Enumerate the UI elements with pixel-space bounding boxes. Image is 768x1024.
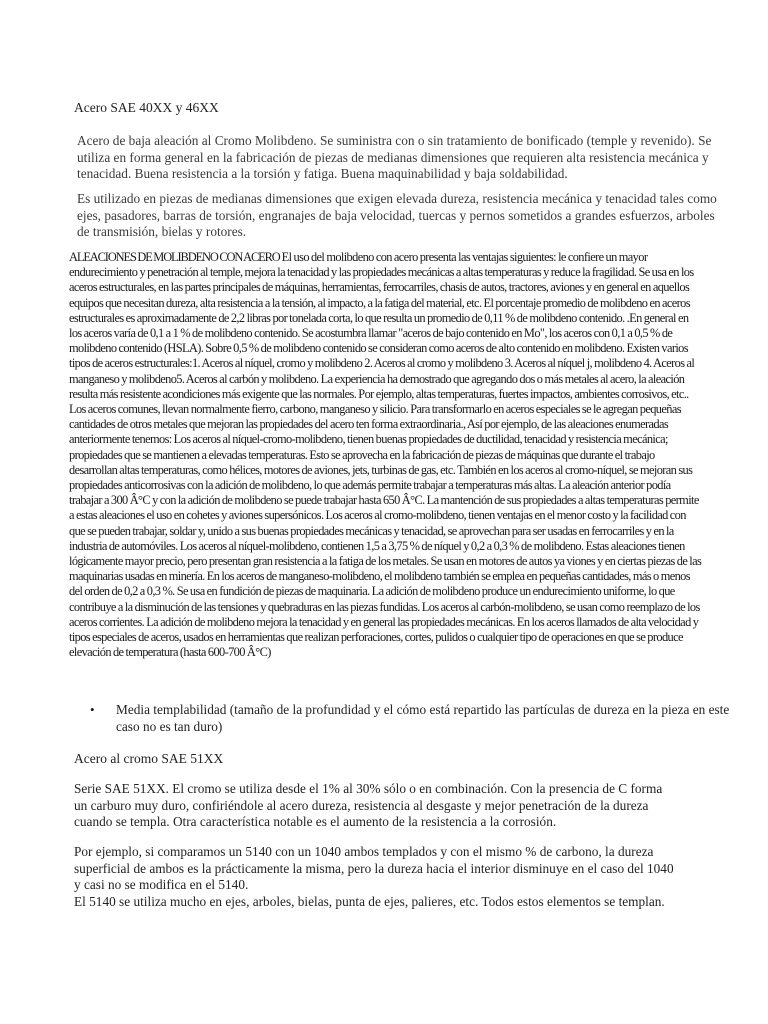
section-title-40xx-46xx: Acero SAE 40XX y 46XX	[74, 100, 219, 115]
molybdenum-alloys-heading: ALEACIONES DE MOLIBDENO CON ACERO	[69, 250, 280, 264]
intro-paragraph-1: Acero de baja aleación al Cromo Molibdeno. Se suministra con o sin tratamiento de bonificado (temple y revenido). Se utiliza en forma general en la fabricación de piezas de medianas dimensiones que requieren alta resistencia mecánica y tenacidad. Buena resistencia a la torsión y fatiga. Buena maquinabilidad y baja soldabilidad.	[77, 133, 712, 181]
paragraph-51xx-2: Por ejemplo, si comparamos un 5140 con un 1040 ambos templados y con el mismo % de carbono, la dureza superficial de ambos es la prácticamente la misma, pero la dureza hacia el interior disminuye en el caso del 1040 y casi no se modifica en el 5140.	[74, 844, 674, 892]
molybdenum-alloys-body: El uso del molibdeno con acero presenta las ventajas siguientes: le confiere un mayor endurecimiento y penetración al temple, mejora la tenacidad y las propiedades mecánicas a altas temperaturas y reduce la fragilidad. Se usa en los aceros estructurales, en las partes principales de máquinas, herramientas, ferrocarriles, chasis de autos, tractores, aviones y en general en aquellos equipos que necesitan dureza, alta resistencia a la tensión, al impacto, a la fatiga del material, etc. El porcentaje promedio de molibdeno en aceros estructurales es aproximadamente de 2,2 libras por tonelada corta, lo que resulta un promedio de 0,11 % de molibdeno contenido. .En general en los aceros varía de 0,1 a 1 % de molibdeno contenido. Se acostumbra llamar "aceros de bajo contenido en Mo", los aceros con 0,1 a 0,5 % de molibdeno contenido (HSLA). Sobre 0,5 % de molibdeno contenido se consideran como aceros de alto contenido en molibdeno. Existen varios tipos de aceros estructurales:1. Aceros al níquel, cromo y molibdeno 2. Aceros al cromo y molibdeno 3. Aceros al níquel j, molibdeno 4. Aceros al manganeso y molibdeno5. Aceros al carbón y molibdeno. La experiencia ha demostrado que agregando dos o más metales al acero, la aleación resulta más resistente acondiciones más exigente que las normales. Por ejemplo, altas temperaturas, fuertes impactos, ambientes corrosivos, etc.. Los aceros comunes, llevan normalmente fierro, carbono, manganeso y silicio. Para transformarlo en aceros especiales se le agregan pequeñas cantidades de otros metales que mejoran las propiedades del acero ten forma extraordinaria., Así por ejemplo, de las aleaciones enumeradas anteriormente tenemos: Los aceros al níquel-cromo-molibdeno, tienen buenas propiedades de ductilidad, tenacidad y resistencia mecánica; propiedades que se mantienen a elevadas temperaturas. Esto se aprovecha en la fabricación de piezas de máquinas que durante el trabajo desarrollan altas temperaturas, como hélices, motores de aviones, jets, turbinas de gas, etc. También en los aceros al cromo-níquel, se mejoran sus propiedades anticorrosivas con la adición de molibdeno, lo que además permite trabajar a temperaturas más altas. La aleación anterior podía trabajar a 300 Â°C y con la adición de molibdeno se puede trabajar hasta 650 Â°C. La mantención de sus propiedades a altas temperaturas permite a estas aleaciones el uso en cohetes y aviones supersónicos. Los aceros al cromo-molibdeno, tienen ventajas en el menor costo y la facilidad con que se pueden trabajar, soldar y, unido a sus buenas propiedades mecánicas y tenacidad, se aprovechan para ser usadas en ferrocarriles y en la industria de automóviles. Los aceros al níquel-molibdeno, contienen 1,5 a 3,75 % de níquel y 0,2 a 0,3 % de molibdeno. Estas aleaciones tienen lógicamente mayor precio, pero presentan gran resistencia a la fatiga de los metales. Se usan en motores de autos ya viones y en ciertas piezas de las maquinarias usadas en minería. En los aceros de manganeso-molibdeno, el molibdeno también se emplea en pequeñas cantidades, más o menos del orden de 0,2 a 0,3 %. Se usa en fundición de piezas de maquinaria. La adición de molibdeno produce un endurecimiento uniforme, lo que contribuye a la disminución de las tensiones y quebraduras en las piezas fundidas. Los aceros al carbón-molibdeno, se usan como reemplazo de los aceros corrientes. La adición de molibdeno mejora la tenacidad y en general las propiedades mecánicas. En los aceros llamados de alta velocidad y tipos especiales de aceros, usados en herramientas que realizan perforaciones, cortes, pulidos o cualquier tipo de operaciones en que se produce elevación de temperatura (hasta 600-700 Â°C)	[69, 250, 702, 660]
intro-paragraph-2: Es utilizado en piezas de medianas dimensiones que exigen elevada dureza, resistencia mecánica y tenacidad tales como ejes, pasadores, barras de torsión, engranajes de baja velocidad, tuercas y pernos sometidos a grandes esfuerzos, arboles de transmisión, bielas y rotores.	[77, 191, 717, 239]
bullet-list-item	[90, 702, 730, 735]
bullet-text: Media templabilidad (tamaño de la profundidad y el cómo está repartido las partículas de dureza en la pieza en este caso no es tan duro)	[116, 702, 730, 734]
paragraph-51xx-1: Serie SAE 51XX. El cromo se utiliza desde el 1% al 30% sólo o en combinación. Con la presencia de C forma un carburo muy duro, confiriéndole al acero dureza, resistencia al desgaste y mejor penetración de la dureza cuando se templa. Otra característica notable es el aumento de la resistencia a la corrosión.	[74, 781, 663, 829]
paragraph-51xx-3: El 5140 se utiliza mucho en ejes, arboles, bielas, punta de ejes, palieres, etc. Todos estos elementos se templan.	[74, 893, 665, 909]
section-title-51xx: Acero al cromo SAE 51XX	[74, 751, 224, 766]
paragraph-51xx-group	[74, 844, 674, 910]
molybdenum-alloys-paragraph	[69, 250, 702, 660]
bullet-icon: •	[90, 702, 95, 717]
